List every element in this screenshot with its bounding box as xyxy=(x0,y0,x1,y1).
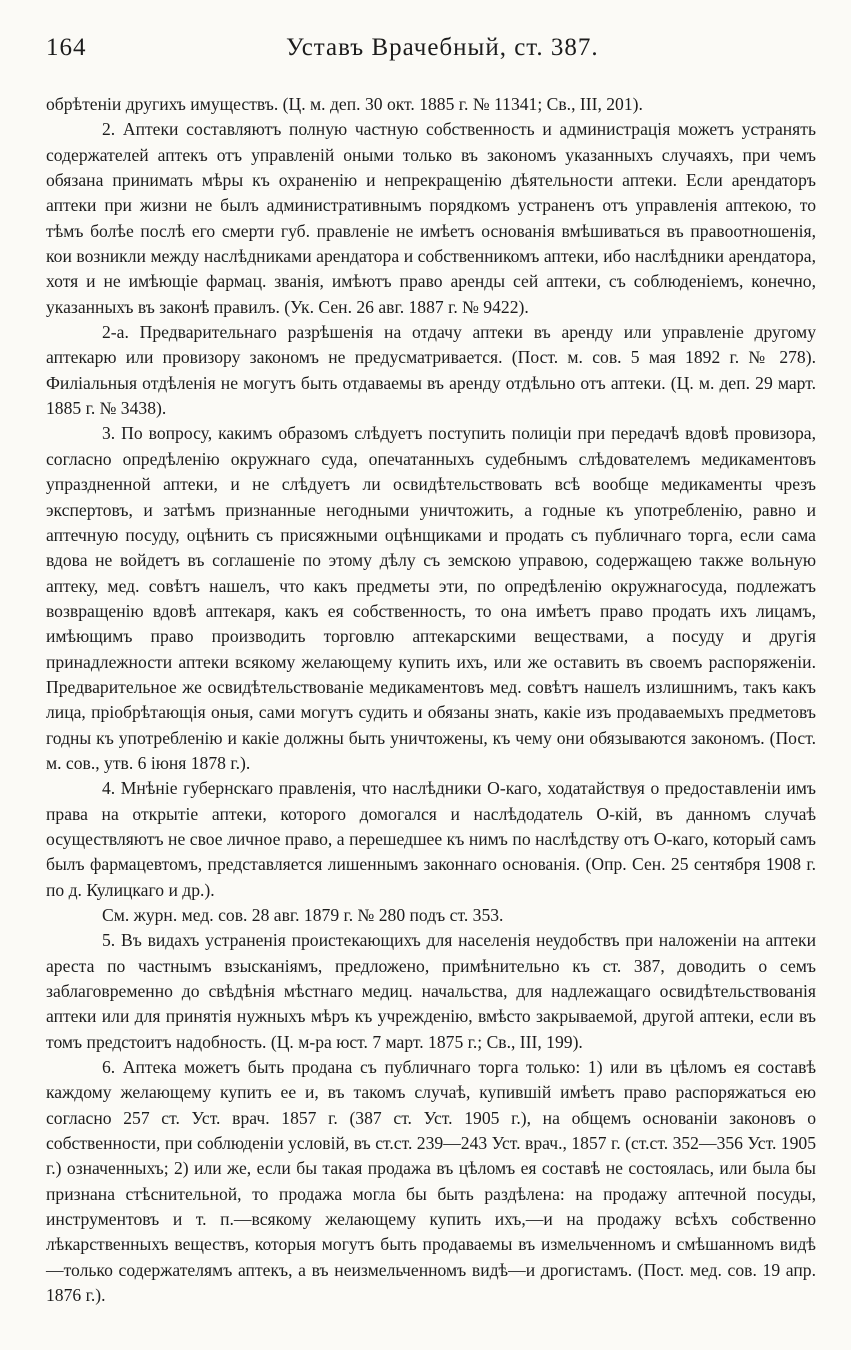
page-header xyxy=(46,34,816,70)
cross-reference: См. журн. мед. сов. 28 авг. 1879 г. № 280 подъ ст. 353. xyxy=(102,905,504,925)
body-text xyxy=(46,92,816,1309)
page xyxy=(46,34,816,1309)
paragraph-2a: 2-а. Предварительнаго разрѣшенія на отдачу аптеки въ аренду или управленіе другому аптекарю или провизору закономъ не предусматривается. (Пост. м. сов. 5 мая 1892 г. № 278). Филіальныя отдѣленія не могутъ быть отдаваемы въ аренду отдѣльно отъ аптеки. (Ц. м. деп. 29 март. 1885 г. № 3438). xyxy=(46,322,816,419)
paragraph-3: 3. По вопросу, какимъ образомъ слѣдуетъ поступить полиціи при передачѣ вдовѣ провизора, согласно опредѣленію окружнаго суда, опечатанныхъ судебнымъ слѣдователемъ медикаментовъ упраздненной аптеки, и не слѣдуетъ ли освидѣтельствовать всѣ вообще медикаменты чрезъ экспертовъ, и затѣмъ признанные негодными уничтожить, а годные къ употребленію, равно и аптечную посуду, оцѣнить съ присяжными оцѣнщиками и продать съ публичнаго торга, если сама вдова не войдетъ въ соглашеніе по этому дѣлу съ земскою управою, содержащею также вольную аптеку, мед. совѣтъ нашелъ, что какъ предметы эти, по опредѣленію окружнагосуда, подлежатъ возвращенію вдовѣ аптекаря, какъ ея собственность, то она имѣетъ право продать ихъ лицамъ, имѣющимъ право производить торговлю аптекарскими веществами, а посуду и другія принадлежности аптеки всякому желающему купить ихъ, или же оставить въ своемъ распоряженіи. Предварительное же освидѣтельствованіе медикаментовъ мед. совѣтъ нашелъ излишнимъ, такъ какъ лица, пріобрѣтающія оныя, сами могутъ судить и обязаны знать, какіе изъ продаваемыхъ предметовъ годны къ употребленію и какіе должны быть уничтожены, къ чему они обязываются закономъ. (Пост. м. сов., утв. 6 іюня 1878 г.). xyxy=(46,423,816,773)
paragraph-4: 4. Мнѣніе губернскаго правленія, что наслѣдники О-каго, ходатайствуя о предоставленіи имъ права на открытіе аптеки, которого домогался и наслѣдодатель О-кій, въ данномъ случаѣ осуществляютъ не свое личное право, а перешедшее къ нимъ по наслѣдству отъ О-каго, который самъ былъ фармацевтомъ, представляется лишеннымъ законнаго основанія. (Опр. Сен. 25 сентября 1908 г. по д. Кулицкаго и др.). xyxy=(46,778,816,900)
paragraph-5: 5. Въ видахъ устраненія проистекающихъ для населенія неудобствъ при наложеніи на аптеки ареста по частнымъ взысканіямъ, предложено, примѣнительно къ ст. 387, доводить о семъ заблаговременно до свѣдѣнія мѣстнаго медиц. начальства, для надлежащаго освидѣтельствованія аптеки или для принятія нужныхъ мѣръ къ учрежденію, вмѣсто закрываемой, другой аптеки, если въ томъ предстоитъ надобность. (Ц. м-ра юст. 7 март. 1875 г.; Св., III, 199). xyxy=(46,930,816,1052)
paragraph-continuation: обрѣтеніи другихъ имуществъ. (Ц. м. деп. 30 окт. 1885 г. № 11341; Св., III, 201). xyxy=(46,94,643,114)
paragraph-6: 6. Аптека можетъ быть продана съ публичнаго торга только: 1) или въ цѣломъ ея составѣ каждому желающему купить ее и, въ такомъ случаѣ, купившій имѣетъ право распоряжаться ею согласно 257 ст. Уст. врач. 1857 г. (387 ст. Уст. 1905 г.), на общемъ основаніи законовъ о собственности, при соблюденіи условій, въ ст.ст. 239—243 Уст. врач., 1857 г. (ст.ст. 352—356 Уст. 1905 г.) означенныхъ; 2) или же, если бы такая продажа въ цѣломъ ея составѣ не состоялась, или была бы признана стѣснительной, то продажа могла бы быть раздѣлена: на продажу аптечной посуды, инструментовъ и т. п.—всякому желающему купить ихъ,—и на продажу всѣхъ собственно лѣкарственныхъ веществъ, которыя могутъ быть продаваемы въ измельченномъ и смѣшанномъ видѣ—только содержателямъ аптекъ, а въ неизмельченномъ видѣ—и дрогистамъ. (Пост. мед. сов. 19 апр. 1876 г.). xyxy=(46,1057,816,1306)
page-number: 164 xyxy=(46,34,87,61)
paragraph-2: 2. Аптеки составляютъ полную частную собственность и администрація можетъ устранять содержателей аптекъ отъ управленій оными только въ закономъ указанныхъ случаяхъ, при чемъ обязана принимать мѣры къ охраненію и непрекращенію дѣятельности аптеки. Если арендаторъ аптеки при жизни не былъ административнымъ порядкомъ устраненъ отъ управленія аптекою, то тѣмъ болѣе послѣ его смерти губ. правленіе не имѣетъ основанія вмѣшиваться въ правоотношенія, кои возникли между наслѣдниками арендатора и собственникомъ аптеки, ибо наслѣдники арендатора, хотя и не имѣющіе фармац. званія, имѣютъ право аренды сей аптеки, съ соблюденіемъ, конечно, указанныхъ въ законѣ правилъ. (Ук. Сен. 26 авг. 1887 г. № 9422). xyxy=(46,119,816,317)
running-head: Уставъ Врачебный, ст. 387. xyxy=(286,34,599,61)
